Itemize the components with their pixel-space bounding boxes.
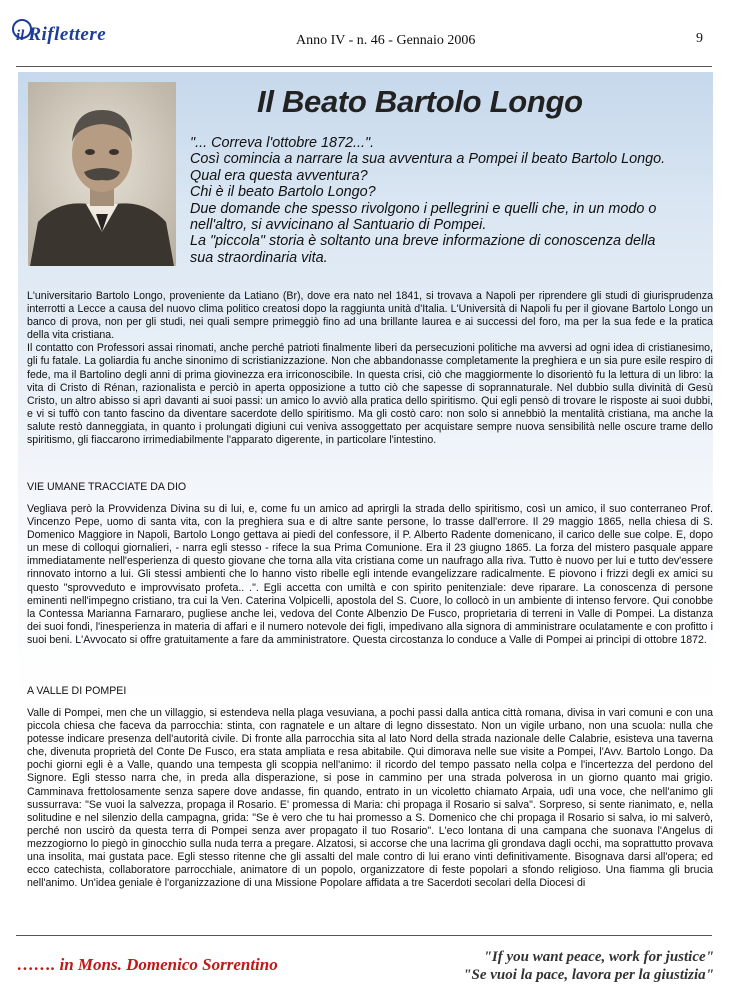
portrait-image — [28, 82, 176, 266]
quote-italian: "Se vuoi la pace, lavora per la giustizia" — [463, 967, 714, 983]
page-number: 9 — [696, 31, 703, 46]
section-heading: A VALLE DI POMPEI — [27, 685, 127, 697]
intro-line: Così comincia a narrare la sua avventura a Pompei il beato Bartolo Longo. — [190, 151, 666, 168]
footer-author: ……. in Mons. Domenico Sorrentino — [17, 955, 278, 974]
article-section-2 — [27, 503, 713, 647]
logo-ring-icon — [12, 19, 32, 39]
article-title: Il Beato Bartolo Longo — [257, 84, 583, 119]
article-section-1 — [27, 290, 713, 447]
intro-line: Due domande che spesso rivolgono i pellegrini e quelli che, in un modo o — [190, 200, 657, 217]
footer-quote — [463, 948, 714, 984]
issue-info: Anno IV - n. 46 - Gennaio 2006 — [296, 33, 476, 48]
article-intro — [190, 135, 710, 266]
intro-line: nell'altro, si avvicinano al Santuario di Pompei. — [190, 217, 487, 234]
quote-english: "If you want peace, work for justice" — [483, 949, 714, 965]
intro-line: "... Correva l'ottobre 1872...". — [190, 135, 375, 151]
intro-line: La "piccola" storia è soltanto una breve informazione di conoscenza della — [190, 233, 656, 250]
intro-line: Chi è il beato Bartolo Longo? — [190, 184, 376, 201]
paragraph: Il contatto con Professori assai rinomati, anche perché patrioti finalmente liberi da persecuzioni politiche ma avversi ad ogni idea di cristianesimo, gli fu fatale. La goliardia fu anche sinonimo di scristianizzazione. Non che abbandonasse completamente la preghiera e un sia pure esile respiro di fede, ma il Bartolino degli anni di prima giovinezza era irriconoscibile. In questa crisi, ciò che maggiormente lo disorientò fu la lettura di un libro: la vita di Cristo di Rénan, razionalista e perciò in aperta opposizione a tutto ciò che sapesse di soprannaturale. Nel dubbio sulla divinità di Gesù Cristo, un altro abisso si aprì davanti ai suoi passi: un amico lo avviò alla pratica dello spiritismo. Qui egli pensò di trovare le risposte ai suoi dubbi, e vi si tuffò con tanto fascino da diventare sacerdote dello spiritismo. Ma gli costò caro: non solo si annebbiò la mentalità cristiana, ma anche la salute restò danneggiata, in quanto i prolungati digiuni cui veniva assoggettato per acquistare sempre nuova sensibilità nelle oscure trame dello spiritismo, gli fiaccarono irrimediabilmente l'apparato digerente, in particolare l'intestino. — [27, 342, 713, 447]
intro-line: sua straordinaria vita. — [190, 249, 328, 266]
magazine-logo: il Riflettere — [14, 24, 106, 46]
footer-divider — [16, 935, 712, 936]
article-section-3 — [27, 707, 713, 890]
intro-line: Qual era questa avventura? — [190, 167, 368, 184]
paragraph: Vegliava però la Provvidenza Divina su di lui, e, come fu un amico ad aprirgli la strada dello spiritismo, così un amico, il suo conterraneo Prof. Vincenzo Pepe, uomo di santa vita, con la preghiera sua e di altre sante persone, lo trasse dall'errore. Il 29 maggio 1865, nella chiesa di S. Domenico Maggiore in Napoli, Bartolo Longo gettava ai piedi del confessore, il P. Alberto Radente domenicano, il carico delle sue colpe. E, dopo un mese di colloqui giornalieri, - narra egli stesso - rifece la sua Prima Comunione. Era il 23 giugno 1865. La forza del mistero pasquale appare immediatamente nell'esperienza di questo giovane che torna alla vita cristiana come un naufrago alla riva. Tutto è nuovo per lui e tutto dev'essere rinnovato intorno a lui. Gli stessi ambienti che lo hanno visto ribelle egli intende evangelizzare radicalmente. E piovono i frizzi degli ex amici su questo "sprovveduto e improvvisato profeta.. .". Egli accetta con umiltà e con spirito penitenziale: deve riparare. La conoscenza di persone eminenti nell'impegno cristiano, tra cui la Ven. Caterina Volpicelli, apostola del S. Cuore, lo collocò in un ambiente di intenso fervore. Qui conobbe la Contessa Marianna Farnararo, pugliese anche lei, vedova del Conte Albenzio De Fusco, proprietaria di terreni in Valle di Pompei. La distanza dei suoi fondi, l'inesperienza in materia di affari e il numero notevole dei figli, impedivano alla signora di amministrare oculatamente e con profitto i suoi beni. L'Avvocato si offre gratuitamente a fare da amministratore. Questa circostanza lo conduce a Valle di Pompei ai princìpi di ottobre 1872. — [27, 503, 713, 646]
section-heading: VIE UMANE TRACCIATE DA DIO — [27, 481, 187, 493]
paragraph: L'universitario Bartolo Longo, proveniente da Latiano (Br), dove era nato nel 1841, si trovava a Napoli per riprendere gli studi di giurisprudenza interrotti a Lecce a causa del nuovo clima politico creatosi dopo la raggiunta unità d'Italia. L'Università di Napoli fu per il giovane Bartolo Longo un banco di prova, non per gli studi, nei quali sempre primeggiò fino ad una brillante laurea e ai successi del foro, ma per la sua fede e la pratica della vita cristiana. — [27, 290, 713, 342]
paragraph: Valle di Pompei, men che un villaggio, si estendeva nella plaga vesuviana, a pochi passi dalla antica città romana, divisa in vari comuni e con una piccola chiesa che faceva da parrocchia: stinta, con ragnatele e un altare di legno dissestato. Non un vigile urbano, non una scuola: nulla che potesse indicare presenza dell'autorità civile. Di fronte alla parrocchia sita al lato Nord della strada nazionale delle Calabrie, esisteva una taverna che, divenuta proprietà del Conte De Fusco, era stata ampliata e resa abitabile. Qui dimorava nelle sue visite a Pompei, l'Avv. Bartolo Longo. Da pochi giorni egli è a Valle, quando una tempesta gli scoppia nell'animo: il ricordo del tempo passato nella colpa e l'incertezza del perdono del Signore. Egli stesso narra che, in preda alla disperazione, si pose in cammino per una strada polverosa in un giorno quanto mai grigio. Camminava frettolosamente senza sapere dove andasse, fin quando, entrato in un vicoletto chiamato Arpaia, udì una voce, che nell'animo gli sussurrava: "Se vuoi la salvezza, propaga il Rosario. E' promessa di Maria: chi propaga il Rosario si salva". Sorpreso, si sente rianimato, e, nella solitudine e nel silenzio della campagna, grida: "Se è vero che tu hai promesso a S. Domenico che chi propaga il Rosario si salva, io mi salverò, perché non uscirò da questa terra di Pompei senza aver propagato il tuo Rosario". L'eco lontana di una campana che suonava l'Angelus di mezzogiorno lo piegò in ginocchio sulla nuda terra a pregare. Alzatosi, si accorse che una lacrima gli grondava dagli occhi, ma soprattutto provava una insolita, mai gustata pace. Egli stesso ritenne che gli assalti del male contro di lui erano vinti definitivamente. Bisognava darsi all'opera; ed ecco catechista, collaboratore parrocchiale, animatore di un popolo, organizzatore di feste popolari a sfondo religioso. Una fiamma gli brucia nell'animo. Un'idea geniale è l'organizzazione di una Missione Popolare affidata a tre Sacerdoti secolari della Diocesi di — [27, 707, 713, 890]
page-header — [0, 0, 730, 64]
header-divider — [16, 66, 712, 67]
